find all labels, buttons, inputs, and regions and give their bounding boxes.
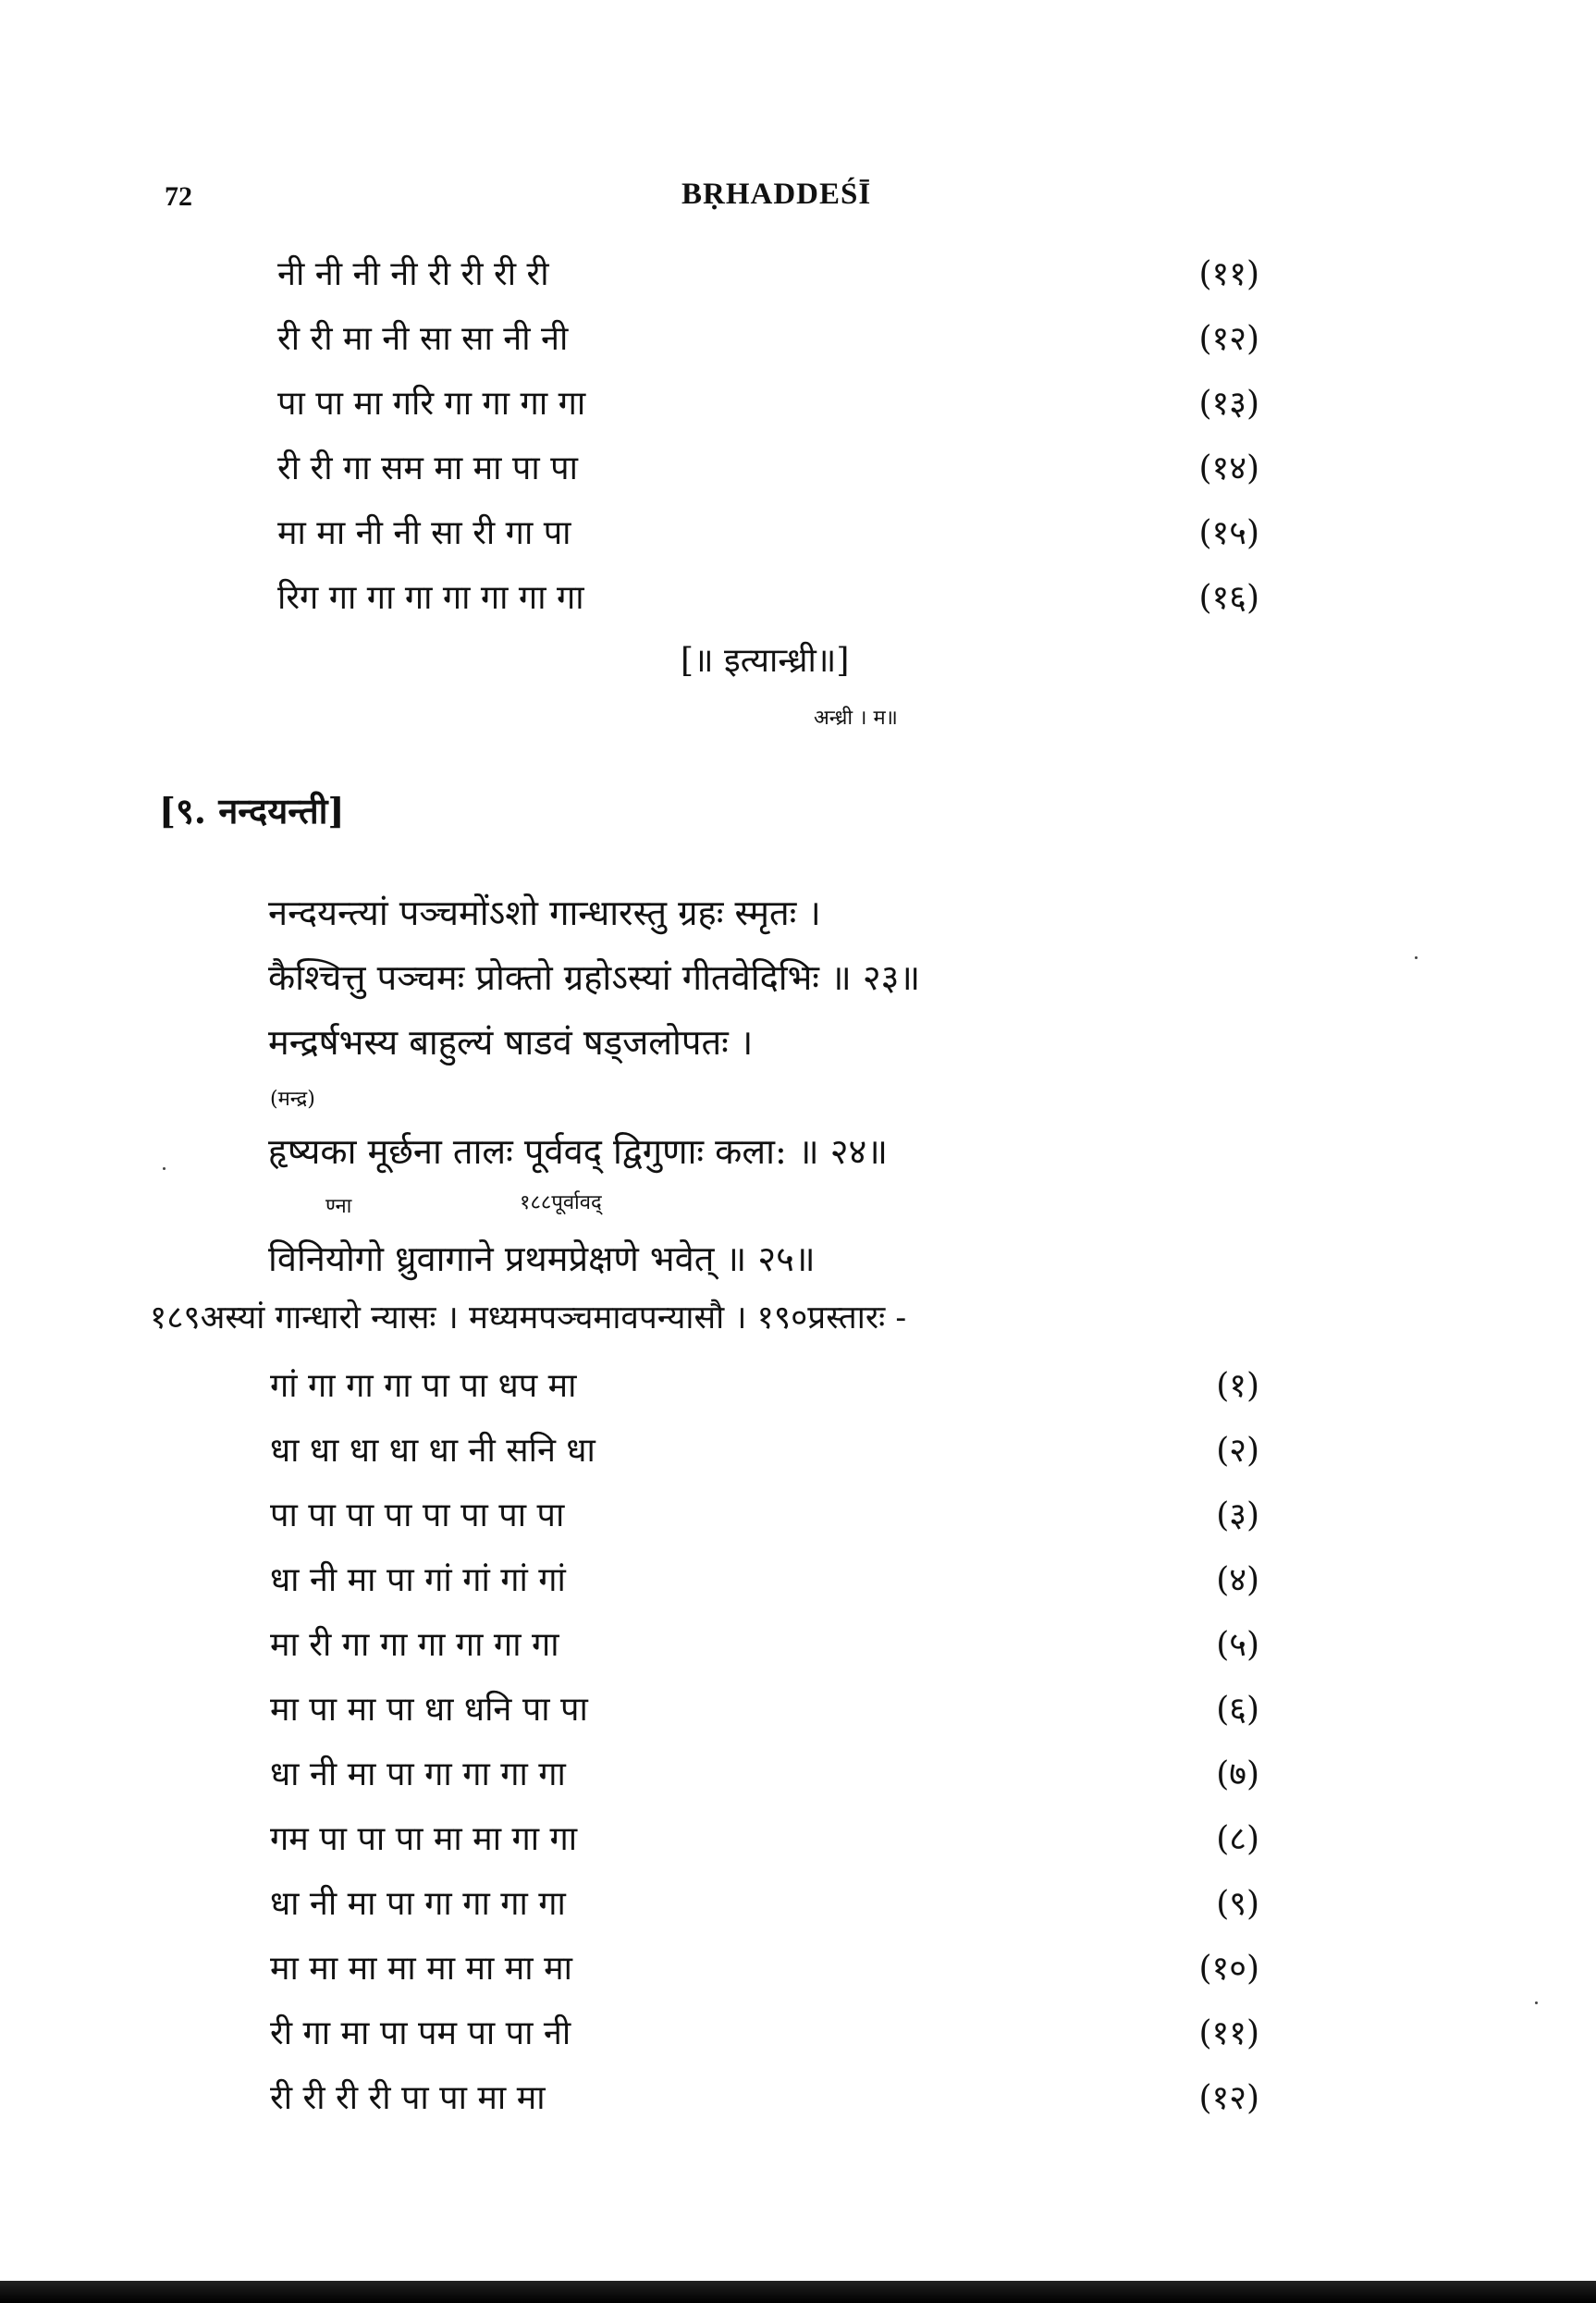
- notation-row: मा री गा गा गा गा गा गा: [270, 1626, 559, 1664]
- notation-row: पा पा पा पा पा पा पा पा: [270, 1496, 565, 1534]
- notation-row: धा नी मा पा गां गां गां गां: [270, 1561, 566, 1599]
- notation-row: री गा मा पा पम पा पा नी: [270, 2014, 571, 2052]
- notation-row: गां गा गा गा पा पा धप मा: [270, 1367, 577, 1405]
- notation-row: पा पा मा गरि गा गा गा गा: [277, 385, 586, 423]
- scan-speck: [1415, 956, 1418, 959]
- row-number: (९): [1216, 1885, 1259, 1923]
- row-number: (८): [1216, 1820, 1259, 1858]
- variant-note: ण्ना: [325, 1195, 352, 1218]
- row-number: (१): [1216, 1367, 1259, 1405]
- verse-line: मन्द्रर्षभस्य बाहुल्यं षाडवं षड्जलोपतः ।: [268, 1022, 754, 1063]
- row-number: (१२): [1198, 2079, 1259, 2117]
- prose-line: १८९अस्यां गान्धारो न्यासः । मध्यमपञ्चमावपन्यासौ । १९०प्रस्तारः -: [150, 1299, 907, 1336]
- notation-row: रिग गा गा गा गा गा गा गा: [277, 579, 584, 617]
- notation-row: गम पा पा पा मा मा गा गा: [270, 1820, 578, 1858]
- row-number: (४): [1216, 1561, 1259, 1599]
- scan-edge-band: [0, 2281, 1596, 2303]
- row-number: (७): [1216, 1755, 1259, 1793]
- variant-note: १८८पूर्वावद्: [520, 1191, 602, 1214]
- notation-row: धा धा धा धा धा नी सनि धा: [270, 1432, 595, 1470]
- footnote-variant: अन्ध्री । म॥: [814, 707, 898, 730]
- notation-row: री री री री पा पा मा मा: [270, 2079, 546, 2117]
- row-number: (१४): [1198, 450, 1259, 487]
- row-number: (१२): [1198, 320, 1259, 358]
- scan-speck: [1535, 2001, 1538, 2004]
- notation-row: धा नी मा पा गा गा गा गा: [270, 1755, 566, 1793]
- row-number: (१६): [1198, 579, 1259, 617]
- verse-line: हृष्यका मूर्छना तालः पूर्ववद् द्विगुणाः कला: ॥ २४॥: [268, 1131, 888, 1172]
- notation-row: नी नी नी नी री री री री: [277, 255, 549, 293]
- row-number: (११): [1198, 2014, 1259, 2052]
- verse-line: विनियोगो ध्रुवागाने प्रथमप्रेक्षणे भवेत् ॥ २५॥: [268, 1238, 816, 1279]
- row-number: (२): [1216, 1432, 1259, 1470]
- variant-note: (मन्द्र): [270, 1088, 315, 1111]
- running-title: BṚHADDEŚĪ: [681, 178, 872, 211]
- row-number: (१०): [1198, 1950, 1259, 1988]
- section-heading: [९. नन्दयन्ती]: [159, 790, 345, 831]
- notation-row: री री मा नी सा सा नी नी: [277, 320, 569, 358]
- closing-line: [॥ इत्यान्ध्री॥]: [681, 642, 850, 680]
- scan-speck: [163, 1167, 166, 1170]
- row-number: (३): [1216, 1496, 1259, 1534]
- row-number: (६): [1216, 1691, 1259, 1729]
- notation-row: री री गा सम मा मा पा पा: [277, 450, 578, 487]
- notation-row: मा मा नी नी सा री गा पा: [277, 514, 571, 552]
- verse-line: कैश्चित्तु पञ्चमः प्रोक्तो ग्रहोऽस्यां गीतवेदिभिः ॥ २३॥: [268, 957, 921, 998]
- notation-row: मा पा मा पा धा धनि पा पा: [270, 1691, 588, 1729]
- verse-line: नन्दयन्त्यां पञ्चमोंऽशो गान्धारस्तु ग्रहः स्मृतः ।: [268, 893, 821, 933]
- row-number: (१३): [1198, 385, 1259, 423]
- page-number: 72: [165, 181, 192, 212]
- row-number: (५): [1216, 1626, 1259, 1664]
- row-number: (१५): [1198, 514, 1259, 552]
- row-number: (११): [1198, 255, 1259, 293]
- notation-row: मा मा मा मा मा मा मा मा: [270, 1950, 572, 1988]
- notation-row: धा नी मा पा गा गा गा गा: [270, 1885, 566, 1923]
